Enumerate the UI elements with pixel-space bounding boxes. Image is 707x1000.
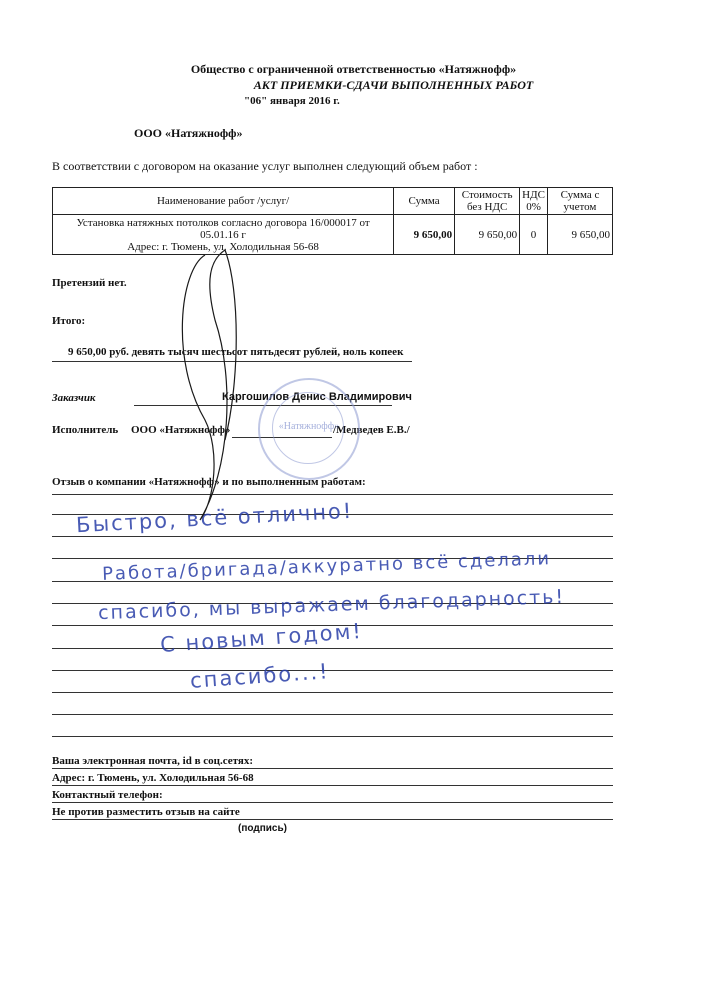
- email-line: [52, 768, 613, 769]
- signature-stroke: [182, 250, 236, 520]
- document-date: "06" января 2016 г.: [244, 95, 340, 107]
- executor-signature-name: /Медведев Е.В./: [333, 424, 410, 436]
- row-vat: 0: [520, 215, 548, 255]
- phone-label: Контактный телефон:: [52, 789, 163, 801]
- row-name-line2: 05.01.16 г: [200, 228, 246, 241]
- customer-name: Каргошилов Денис Владимирович: [222, 391, 412, 403]
- row-name-line1: Установка натяжных потолков согласно договора 16/000017 от: [76, 216, 370, 229]
- total-amount: 9 650,00 руб. девять тысяч шестьсот пятьдесят рублей, ноль копеек: [68, 346, 404, 358]
- row-cost: 9 650,00: [455, 215, 520, 255]
- consent-line: [52, 819, 613, 820]
- claims-text: Претензий нет.: [52, 277, 127, 289]
- executor-label: Исполнитель: [52, 424, 119, 436]
- row-name-line3: Адрес: г. Тюмень, ул. Холодильная 56-68: [127, 240, 319, 253]
- review-title: Отзыв о компании «Натяжнофф» и по выполненным работам:: [52, 476, 366, 488]
- document-title: АКТ ПРИЕМКИ-СДАЧИ ВЫПОЛНЕННЫХ РАБОТ: [253, 78, 534, 92]
- stamp-text: «Натяжнофф»: [278, 421, 340, 432]
- handwritten-line: С новым годом!: [159, 618, 364, 658]
- handwritten-line: спасибо...!: [189, 659, 331, 693]
- total-label: Итого:: [52, 315, 86, 327]
- email-label: Ваша электронная почта, id в соц.сетях:: [52, 755, 254, 767]
- col-header-total: Сумма с учетом: [547, 188, 612, 215]
- row-total: 9 650,00: [547, 215, 612, 255]
- signature-hint: (подпись): [238, 823, 287, 834]
- consent-label: Не против разместить отзыв на сайте: [52, 806, 240, 818]
- col-header-cost: Стоимость без НДС: [455, 188, 520, 215]
- address-line: [52, 785, 613, 786]
- col-header-sum: Сумма: [394, 188, 455, 215]
- phone-line: [52, 802, 613, 803]
- executor-org: ООО «Натяжнофф»: [131, 424, 231, 436]
- address-label: Адрес: г. Тюмень, ул. Холодильная 56-68: [52, 772, 254, 784]
- handwritten-line: Быстро, всё отлично!: [75, 498, 354, 538]
- handwritten-line: спасибо, мы выражаем благодарность!: [97, 585, 566, 625]
- col-header-vat: НДС 0%: [520, 188, 548, 215]
- col-header-name: Наименование работ /услуг/: [53, 188, 394, 215]
- intro-text: В соответствии с договором на оказание услуг выполнен следующий объем работ :: [52, 159, 478, 173]
- customer-label: Заказчик: [52, 392, 96, 404]
- company-line: Общество с ограниченной ответственностью «Натяжнофф»: [190, 62, 517, 76]
- handwritten-line: Работа/бригада/аккуратно всё сделали: [101, 548, 552, 585]
- org-name: ООО «Натяжнофф»: [134, 126, 243, 140]
- row-sum: 9 650,00: [394, 215, 455, 255]
